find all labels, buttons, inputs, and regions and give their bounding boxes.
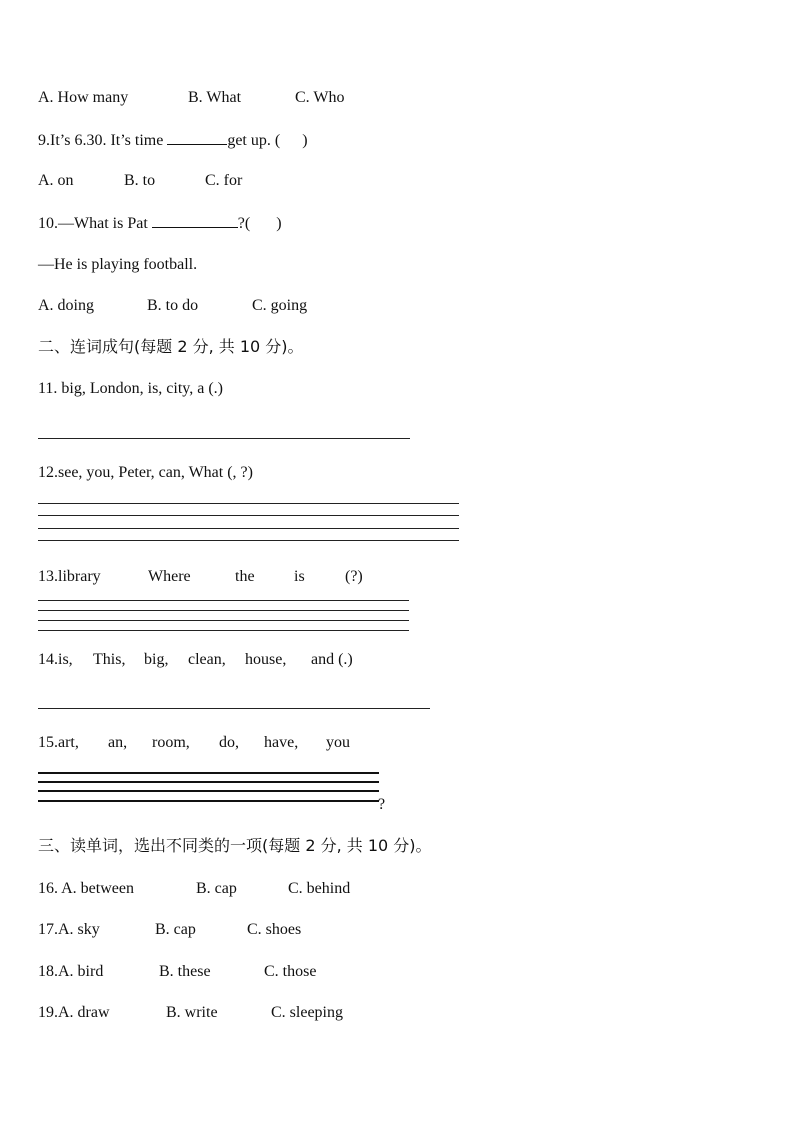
question-14 xyxy=(38,650,353,670)
q8-option-b: B. What xyxy=(188,89,242,106)
q19-option-a: 19.A. draw xyxy=(38,1004,110,1021)
q14-number: 14.is, xyxy=(38,651,73,668)
q15-answer-line[interactable] xyxy=(38,772,379,774)
q15-word: do, xyxy=(219,734,239,751)
q14-word: big, xyxy=(144,651,169,668)
section-2-title: 二、连词成句(每题 2 分, 共 10 分)。 xyxy=(38,337,304,356)
q18-option-b: B. these xyxy=(159,963,211,980)
q10-blank xyxy=(152,213,238,228)
q13-number: 13.library xyxy=(38,568,101,585)
q11-answer-line[interactable] xyxy=(38,438,410,439)
q18-option-c: C. those xyxy=(264,963,317,980)
q10-answer-line: —He is playing football. xyxy=(38,256,198,273)
q9-options xyxy=(38,171,242,191)
question-10 xyxy=(38,213,282,234)
q19-option-b: B. write xyxy=(166,1004,218,1021)
q16-option-a: 16. A. between xyxy=(38,880,134,897)
q10-paren-close: ) xyxy=(276,215,282,232)
q10-option-b: B. to do xyxy=(147,297,199,314)
q15-question-mark: ? xyxy=(378,796,386,813)
q15-word: have, xyxy=(264,734,299,751)
q8-option-a: A. How many xyxy=(38,89,129,106)
q9-option-c: C. for xyxy=(205,172,243,189)
q13-answer-line[interactable] xyxy=(38,610,409,611)
q8-options xyxy=(38,88,344,108)
q17-option-a: 17.A. sky xyxy=(38,921,100,938)
question-16 xyxy=(38,879,350,899)
q13-answer-line[interactable] xyxy=(38,600,409,601)
q14-word: clean, xyxy=(188,651,226,668)
q15-word: you xyxy=(326,734,350,751)
q10-text-suffix: ?( xyxy=(237,215,251,232)
question-15 xyxy=(38,733,350,753)
q12-answer-line[interactable] xyxy=(38,528,459,529)
q14-answer-line[interactable] xyxy=(38,708,430,709)
q9-option-b: B. to xyxy=(124,172,156,189)
q13-answer-line[interactable] xyxy=(38,620,409,621)
q14-word: and (.) xyxy=(311,651,353,668)
q14-word: house, xyxy=(245,651,287,668)
q8-option-c: C. Who xyxy=(295,89,345,106)
q19-option-c: C. sleeping xyxy=(271,1004,343,1021)
q10-text: 10.—What is Pat xyxy=(38,215,152,232)
q13-word: (?) xyxy=(345,568,363,585)
q12-answer-line[interactable] xyxy=(38,515,459,516)
q9-blank xyxy=(167,130,227,145)
q9-text: 9.It’s 6.30. It’s time xyxy=(38,132,168,149)
q15-number: 15.art, xyxy=(38,734,79,751)
q13-word: the xyxy=(235,568,255,585)
q9-option-a: A. on xyxy=(38,172,74,189)
q9-paren-close: ) xyxy=(302,132,308,149)
q14-word: This, xyxy=(93,651,126,668)
q16-option-c: C. behind xyxy=(288,880,351,897)
q15-answer-line[interactable] xyxy=(38,800,379,802)
question-13 xyxy=(38,567,363,587)
question-19 xyxy=(38,1003,343,1023)
q16-option-b: B. cap xyxy=(196,880,237,897)
q15-word: room, xyxy=(152,734,190,751)
q13-word: is xyxy=(294,568,305,585)
q9-text-suffix: get up. ( xyxy=(227,132,281,149)
q15-answer-line[interactable] xyxy=(38,790,379,792)
question-18 xyxy=(38,962,316,982)
q17-option-b: B. cap xyxy=(155,921,196,938)
q15-word: an, xyxy=(108,734,128,751)
section-3-title: 三、读单词，选出不同类的一项(每题 2 分, 共 10 分)。 xyxy=(38,836,432,855)
q13-word: Where xyxy=(148,568,191,585)
q10-option-c: C. going xyxy=(252,297,308,314)
q12-answer-line[interactable] xyxy=(38,503,459,504)
q15-answer-line[interactable] xyxy=(38,781,379,783)
q10-option-a: A. doing xyxy=(38,297,94,314)
question-12: 12.see, you, Peter, can, What (, ?) xyxy=(38,464,253,481)
q10-options xyxy=(38,296,307,316)
q13-answer-line[interactable] xyxy=(38,630,409,631)
question-17 xyxy=(38,920,301,940)
question-11: 11. big, London, is, city, a (.) xyxy=(38,380,224,397)
q17-option-c: C. shoes xyxy=(247,921,302,938)
q12-answer-line[interactable] xyxy=(38,540,459,541)
q18-option-a: 18.A. bird xyxy=(38,963,104,980)
question-9 xyxy=(38,130,308,151)
